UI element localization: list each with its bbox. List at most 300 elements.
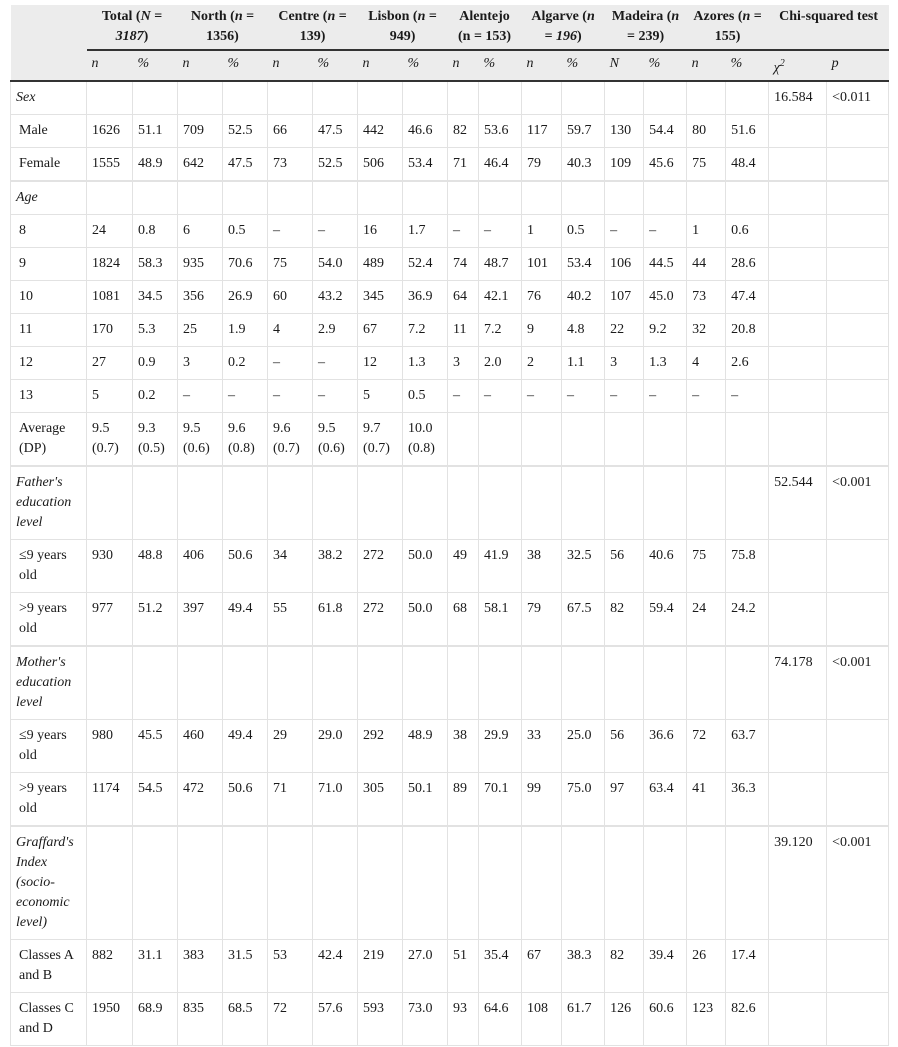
table-cell: 82.6 — [726, 992, 769, 1045]
table-cell: 489 — [358, 247, 403, 280]
table-cell: 5.3 — [133, 313, 178, 346]
table-cell: 48.7 — [479, 247, 522, 280]
table-row — [11, 992, 889, 1045]
table-cell: 53 — [268, 939, 313, 992]
table-cell: 73.0 — [403, 992, 448, 1045]
empty-cell — [726, 81, 769, 115]
column-group-title — [608, 7, 684, 27]
table-cell: 29 — [268, 719, 313, 772]
table-cell: 10.0 (0.8) — [403, 412, 448, 465]
table-cell: 383 — [178, 939, 223, 992]
table-cell: – — [644, 379, 687, 412]
table-cell: 61.7 — [562, 992, 605, 1045]
table-cell: 977 — [87, 592, 133, 645]
table-cell: 22 — [605, 313, 644, 346]
empty-cell — [562, 181, 605, 214]
empty-cell — [644, 466, 687, 539]
table-cell: 49.4 — [223, 592, 268, 645]
table-cell: 7.2 — [479, 313, 522, 346]
empty-cell — [87, 466, 133, 539]
table-cell: 64.6 — [479, 992, 522, 1045]
empty-cell — [827, 280, 889, 313]
empty-cell — [769, 412, 827, 465]
table-cell: 41.9 — [479, 539, 522, 592]
empty-cell — [827, 719, 889, 772]
table-cell: 24 — [87, 214, 133, 247]
table-cell: 82 — [605, 939, 644, 992]
column-group-name: Total ( — [101, 9, 141, 24]
table-cell: 44.5 — [644, 247, 687, 280]
table-cell: 47.5 — [223, 147, 268, 180]
table-row — [11, 592, 889, 645]
table-cell: 32.5 — [562, 539, 605, 592]
table-cell: 130 — [605, 114, 644, 147]
table-cell: 1.1 — [562, 346, 605, 379]
column-group-equals: = — [335, 9, 347, 24]
table-cell: 97 — [605, 772, 644, 825]
subcolumn-header: n — [358, 50, 403, 81]
column-group-close: ) — [735, 29, 741, 44]
table-row — [11, 939, 889, 992]
table-cell: 44 — [687, 247, 726, 280]
chi-superscript: 2 — [779, 58, 785, 69]
empty-cell — [479, 466, 522, 539]
table-cell: – — [268, 379, 313, 412]
table-cell: 1.9 — [223, 313, 268, 346]
table-cell: 50.6 — [223, 539, 268, 592]
empty-cell — [687, 181, 726, 214]
column-group-count — [525, 27, 602, 47]
table-cell: 82 — [605, 592, 644, 645]
table-cell: 29.0 — [313, 719, 358, 772]
table-cell: 67 — [358, 313, 403, 346]
table-cell: 71.0 — [313, 772, 358, 825]
section-label: Graffard's Index (socio-economic level) — [11, 826, 87, 939]
empty-cell — [522, 181, 562, 214]
column-group-title — [90, 7, 175, 27]
table-cell: 709 — [178, 114, 223, 147]
table-row — [11, 379, 889, 412]
column-group-close: ) — [659, 29, 665, 44]
column-group-count-value: 3187 — [115, 29, 144, 44]
section-row — [11, 466, 889, 539]
table-cell: 48.9 — [403, 719, 448, 772]
table-cell: 35.4 — [479, 939, 522, 992]
empty-cell — [522, 826, 562, 939]
table-cell: 72 — [268, 992, 313, 1045]
table-cell: 3 — [448, 346, 479, 379]
table-row — [11, 412, 889, 465]
row-label: 10 — [11, 280, 87, 313]
table-cell: 53.4 — [562, 247, 605, 280]
table-cell: – — [313, 346, 358, 379]
subcolumn-header: % — [562, 50, 605, 81]
table-cell: 25 — [178, 313, 223, 346]
table-cell: 71 — [268, 772, 313, 825]
header-row-subcolumns — [11, 50, 889, 81]
table-cell: 2.6 — [726, 346, 769, 379]
table-cell: 40.3 — [562, 147, 605, 180]
empty-cell — [133, 646, 178, 719]
table-cell: 56 — [605, 539, 644, 592]
empty-cell — [313, 826, 358, 939]
column-group-name: Azores ( — [693, 9, 743, 24]
empty-cell — [87, 181, 133, 214]
table-cell: 397 — [178, 592, 223, 645]
column-group-name: Algarve ( — [531, 9, 587, 24]
empty-cell — [827, 772, 889, 825]
table-cell: 99 — [522, 772, 562, 825]
empty-cell — [313, 466, 358, 539]
empty-cell — [87, 826, 133, 939]
column-group-header — [687, 5, 769, 50]
table-cell: 36.6 — [644, 719, 687, 772]
table-cell: 5 — [87, 379, 133, 412]
row-label: ≤9 years old — [11, 719, 87, 772]
empty-cell — [769, 772, 827, 825]
table-cell: – — [605, 379, 644, 412]
table-cell: 272 — [358, 539, 403, 592]
demographics-table — [10, 5, 889, 1046]
column-group-header — [268, 5, 358, 50]
empty-cell — [358, 646, 403, 719]
table-cell: 0.9 — [133, 346, 178, 379]
table-cell: 12 — [358, 346, 403, 379]
table-cell: 472 — [178, 772, 223, 825]
table-cell — [726, 412, 769, 465]
column-group-count — [690, 27, 766, 47]
column-group-equals: = — [750, 9, 762, 24]
table-cell: 64 — [448, 280, 479, 313]
subcolumn-header — [769, 50, 827, 81]
empty-cell — [605, 826, 644, 939]
empty-cell — [687, 466, 726, 539]
table-cell: 9.5 (0.7) — [87, 412, 133, 465]
empty-cell — [133, 81, 178, 115]
table-cell: 58.1 — [479, 592, 522, 645]
table-cell: 0.8 — [133, 214, 178, 247]
table-cell: 82 — [448, 114, 479, 147]
chi-squared-value: 16.584 — [769, 81, 827, 115]
table-cell: 1.3 — [644, 346, 687, 379]
table-row — [11, 719, 889, 772]
subcolumn-header: n — [268, 50, 313, 81]
chi-symbol: χ — [773, 60, 780, 76]
table-cell: 9.6 (0.8) — [223, 412, 268, 465]
table-cell: 63.4 — [644, 772, 687, 825]
column-group-title — [525, 7, 602, 27]
table-cell: 47.5 — [313, 114, 358, 147]
table-cell: 2.9 — [313, 313, 358, 346]
table-cell: 17.4 — [726, 939, 769, 992]
empty-cell — [178, 81, 223, 115]
table-cell: 38 — [448, 719, 479, 772]
table-cell: – — [448, 379, 479, 412]
empty-cell — [769, 346, 827, 379]
table-cell: – — [605, 214, 644, 247]
empty-cell — [769, 939, 827, 992]
table-cell — [479, 412, 522, 465]
table-cell: 117 — [522, 114, 562, 147]
table-cell: 49 — [448, 539, 479, 592]
empty-cell — [133, 826, 178, 939]
empty-cell — [769, 592, 827, 645]
empty-cell — [562, 826, 605, 939]
empty-cell — [827, 313, 889, 346]
empty-cell — [178, 466, 223, 539]
column-group-equals: = — [150, 9, 163, 24]
table-cell: 31.5 — [223, 939, 268, 992]
table-cell: 20.8 — [726, 313, 769, 346]
table-cell: 32 — [687, 313, 726, 346]
row-label: >9 years old — [11, 772, 87, 825]
table-body — [11, 81, 889, 1046]
empty-cell — [605, 466, 644, 539]
row-label: Average (DP) — [11, 412, 87, 465]
table-cell: 24.2 — [726, 592, 769, 645]
empty-cell — [644, 646, 687, 719]
table-cell: 67 — [522, 939, 562, 992]
table-cell: 43.2 — [313, 280, 358, 313]
table-cell: 79 — [522, 147, 562, 180]
table-cell: 73 — [687, 280, 726, 313]
column-group-name: Centre ( — [278, 9, 328, 24]
table-cell: 61.8 — [313, 592, 358, 645]
row-label: 9 — [11, 247, 87, 280]
empty-cell — [87, 81, 133, 115]
table-cell: 53.6 — [479, 114, 522, 147]
table-cell: – — [268, 214, 313, 247]
empty-cell — [827, 379, 889, 412]
empty-cell — [827, 214, 889, 247]
empty-cell — [223, 646, 268, 719]
empty-cell — [644, 81, 687, 115]
chi-squared-value: 39.120 — [769, 826, 827, 939]
table-cell: 50.6 — [223, 772, 268, 825]
column-group-n-symbol: n — [671, 9, 680, 24]
empty-cell — [522, 81, 562, 115]
table-cell: 101 — [522, 247, 562, 280]
table-cell: 109 — [605, 147, 644, 180]
header-corner-sub — [11, 50, 87, 81]
table-cell: 593 — [358, 992, 403, 1045]
table-cell: 52.5 — [313, 147, 358, 180]
table-row — [11, 280, 889, 313]
table-cell: 26.9 — [223, 280, 268, 313]
table-cell: 11 — [448, 313, 479, 346]
table-cell: 68.9 — [133, 992, 178, 1045]
table-cell: 54.5 — [133, 772, 178, 825]
table-cell: 74 — [448, 247, 479, 280]
subcolumn-header: n — [87, 50, 133, 81]
empty-cell — [268, 646, 313, 719]
table-cell: 305 — [358, 772, 403, 825]
table-cell: 0.5 — [562, 214, 605, 247]
table-cell: 38.2 — [313, 539, 358, 592]
table-row — [11, 772, 889, 825]
empty-cell — [769, 379, 827, 412]
subcolumn-header: n — [687, 50, 726, 81]
table-cell: 48.4 — [726, 147, 769, 180]
table-cell: – — [479, 379, 522, 412]
empty-cell — [769, 313, 827, 346]
table-cell: 2.0 — [479, 346, 522, 379]
row-label: Female — [11, 147, 87, 180]
table-cell: 50.0 — [403, 592, 448, 645]
empty-cell — [769, 280, 827, 313]
subcolumn-header: % — [403, 50, 448, 81]
empty-cell — [403, 181, 448, 214]
empty-cell — [605, 81, 644, 115]
table-cell: 27.0 — [403, 939, 448, 992]
table-cell: 42.4 — [313, 939, 358, 992]
row-label: >9 years old — [11, 592, 87, 645]
table-cell: 70.6 — [223, 247, 268, 280]
empty-cell — [223, 826, 268, 939]
column-group-name: Madeira ( — [611, 9, 672, 24]
table-cell: 40.2 — [562, 280, 605, 313]
table-cell: 28.6 — [726, 247, 769, 280]
table-cell: 38 — [522, 539, 562, 592]
table-cell: 460 — [178, 719, 223, 772]
table-cell: 980 — [87, 719, 133, 772]
empty-cell — [313, 81, 358, 115]
table-cell: 7.2 — [403, 313, 448, 346]
column-group-title — [690, 7, 766, 27]
column-group-count-value: 1356 — [206, 29, 235, 44]
empty-cell — [448, 466, 479, 539]
table-cell: 45.5 — [133, 719, 178, 772]
table-cell: 0.5 — [403, 379, 448, 412]
table-row — [11, 247, 889, 280]
table-cell: 93 — [448, 992, 479, 1045]
table-cell: 9.7 (0.7) — [358, 412, 403, 465]
column-group-title — [271, 7, 355, 27]
table-cell: 75.0 — [562, 772, 605, 825]
column-group-n-symbol: n — [234, 9, 243, 24]
table-cell: 55 — [268, 592, 313, 645]
subcolumn-header: % — [726, 50, 769, 81]
empty-cell — [479, 81, 522, 115]
table-cell: 68 — [448, 592, 479, 645]
chi-squared-header: Chi-squared test — [769, 5, 889, 50]
column-group-n-symbol: N — [140, 9, 151, 24]
table-cell: 16 — [358, 214, 403, 247]
empty-cell — [769, 539, 827, 592]
empty-cell — [358, 181, 403, 214]
table-cell: 36.3 — [726, 772, 769, 825]
column-group-header — [178, 5, 268, 50]
empty-cell — [726, 181, 769, 214]
p-value: <0.001 — [827, 646, 889, 719]
table-cell: 25.0 — [562, 719, 605, 772]
table-cell: 75 — [687, 147, 726, 180]
subcolumn-header: % — [479, 50, 522, 81]
column-group-count — [451, 27, 519, 47]
table-cell: 52.4 — [403, 247, 448, 280]
row-label: Male — [11, 114, 87, 147]
table-cell: 24 — [687, 592, 726, 645]
column-group-title — [451, 7, 519, 27]
empty-cell — [827, 592, 889, 645]
column-group-count — [181, 27, 265, 47]
table-cell: 46.4 — [479, 147, 522, 180]
table-cell: 48.8 — [133, 539, 178, 592]
subcolumn-header: n — [522, 50, 562, 81]
table-cell: 50.0 — [403, 539, 448, 592]
column-group-title — [181, 7, 265, 27]
table-cell: 108 — [522, 992, 562, 1045]
table-cell: 1 — [522, 214, 562, 247]
empty-cell — [769, 114, 827, 147]
subcolumn-header: % — [223, 50, 268, 81]
empty-cell — [358, 81, 403, 115]
p-value: <0.011 — [827, 81, 889, 115]
table-cell: 123 — [687, 992, 726, 1045]
row-label: 8 — [11, 214, 87, 247]
column-group-header — [87, 5, 178, 50]
header-row-groups — [11, 5, 889, 50]
column-group-count — [90, 27, 175, 47]
empty-cell — [726, 646, 769, 719]
table-cell: 442 — [358, 114, 403, 147]
header-corner — [11, 5, 87, 50]
table-cell — [562, 412, 605, 465]
empty-cell — [827, 412, 889, 465]
table-cell: 75.8 — [726, 539, 769, 592]
table-cell: 506 — [358, 147, 403, 180]
table-cell: 107 — [605, 280, 644, 313]
subcolumn-header: % — [133, 50, 178, 81]
empty-cell — [223, 81, 268, 115]
column-group-equals: = — [242, 9, 255, 24]
table-cell: 26 — [687, 939, 726, 992]
column-group-n-symbol: n — [586, 9, 595, 24]
table-cell: 50.1 — [403, 772, 448, 825]
table-cell: 79 — [522, 592, 562, 645]
section-row — [11, 646, 889, 719]
section-row — [11, 181, 889, 214]
table-cell: 89 — [448, 772, 479, 825]
table-cell: 27 — [87, 346, 133, 379]
table-cell: 45.0 — [644, 280, 687, 313]
table-cell: – — [522, 379, 562, 412]
column-group-count-value: = 196 — [544, 29, 577, 44]
section-label: Sex — [11, 81, 87, 115]
table-cell: 4 — [268, 313, 313, 346]
table-cell: 935 — [178, 247, 223, 280]
table-cell: 6 — [178, 214, 223, 247]
table-cell — [605, 412, 644, 465]
column-group-count-value: = 239 — [626, 29, 660, 44]
table-cell: 39.4 — [644, 939, 687, 992]
table-cell: 51.1 — [133, 114, 178, 147]
section-row — [11, 826, 889, 939]
empty-cell — [687, 826, 726, 939]
table-cell: 60.6 — [644, 992, 687, 1045]
empty-cell — [87, 646, 133, 719]
column-group-count — [608, 27, 684, 47]
table-cell: 272 — [358, 592, 403, 645]
column-group-n-symbol: n — [327, 9, 336, 24]
empty-cell — [133, 181, 178, 214]
table-cell: – — [313, 379, 358, 412]
empty-cell — [358, 826, 403, 939]
table-cell: 73 — [268, 147, 313, 180]
row-label: Classes C and D — [11, 992, 87, 1045]
empty-cell — [522, 646, 562, 719]
empty-cell — [726, 826, 769, 939]
